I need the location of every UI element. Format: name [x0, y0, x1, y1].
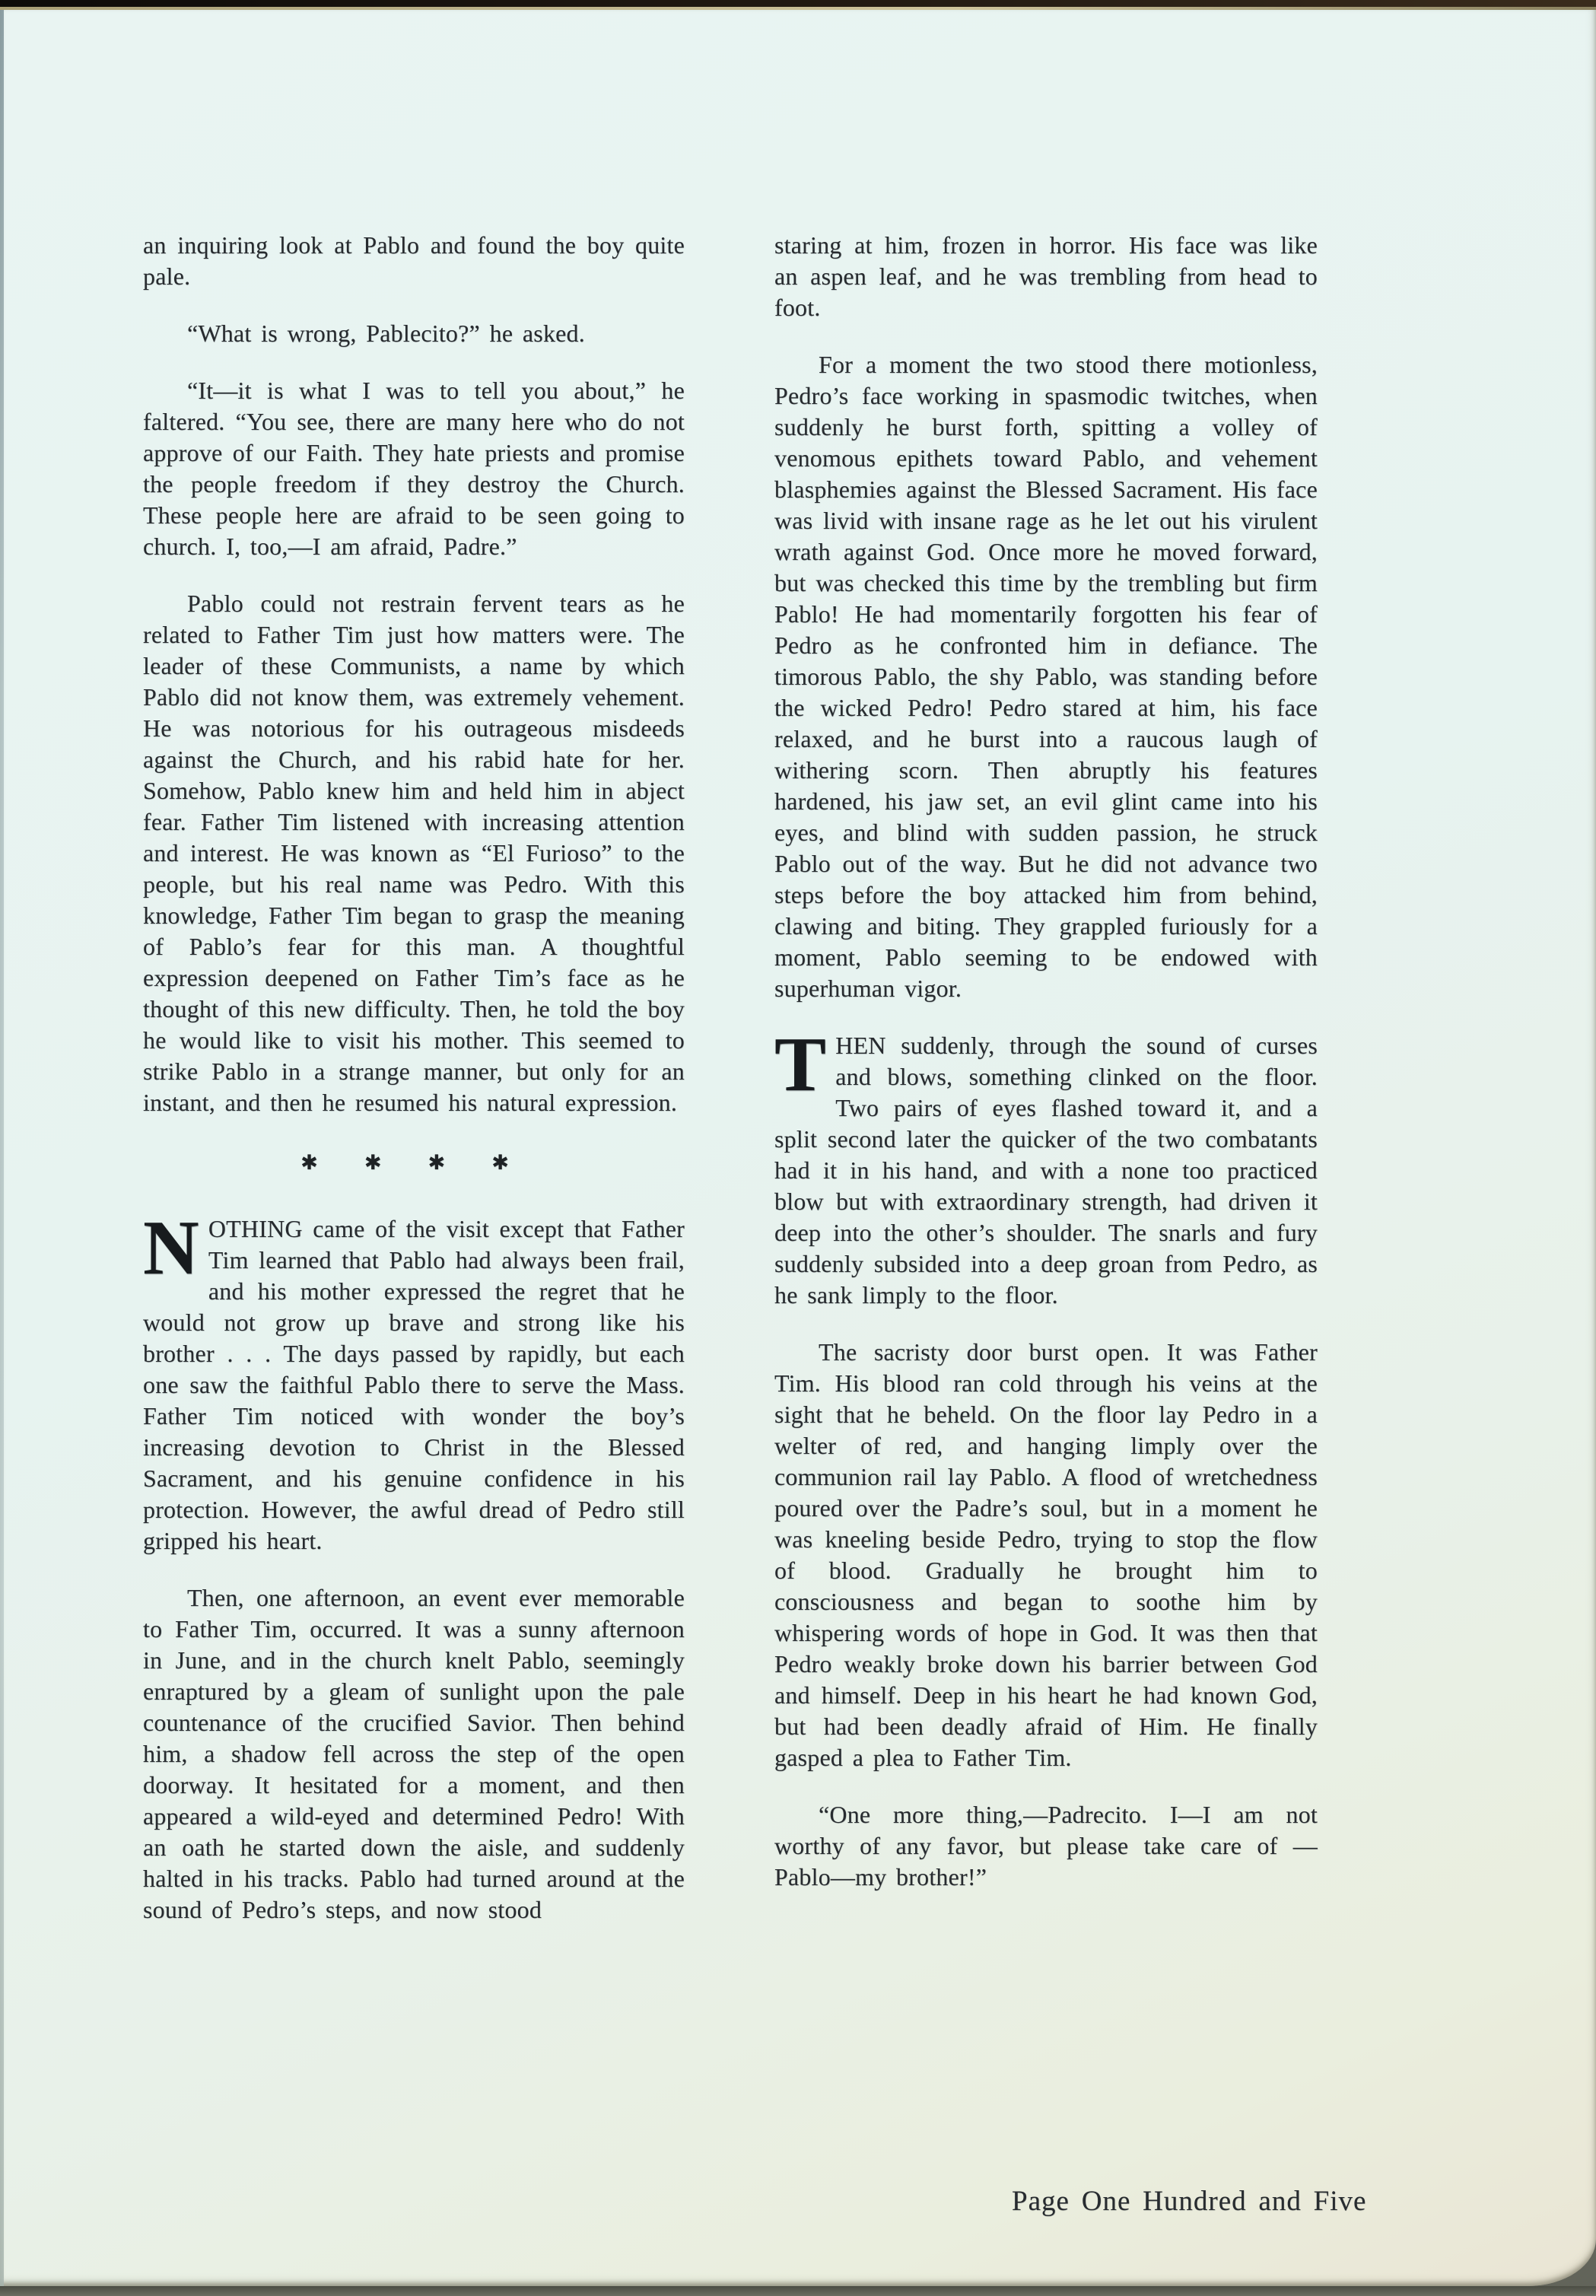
- scan-bottom-edge: [0, 2286, 1596, 2296]
- right-column: [774, 230, 1318, 1919]
- paragraph-dropcap: [143, 1205, 685, 1557]
- left-column: [143, 230, 685, 1951]
- paragraph-dialogue: “What is wrong, Pablecito?” he asked.: [187, 320, 585, 347]
- scan-top-edge-highlight: [0, 7, 1596, 10]
- paragraph-dropcap: [774, 1022, 1318, 1311]
- paragraph: The sacristy door burst open. It was Father Tim. His blood ran cold through his veins at the sight that he beheld. On the floor lay Pedro in a welter of red, and hanging limply over the communion rail lay Pablo. A flood of wretchedness poured over the Padre’s soul, but in a moment he was kneeling beside Pedro, trying to stop the flow of blood. Gradually he brought him to consciousness and began to soothe him by whispering words of hope in God. It was then that Pedro weakly broke down his barrier between God and himself. Deep in his heart he had known God, but had been deadly afraid of Him. He finally gasped a plea to Father Tim.: [774, 1338, 1318, 1771]
- scan-top-edge: [0, 0, 1596, 7]
- paragraph: “One more thing,—Padrecito. I—I am not worthy of any favor, but please take care of —Pablo—my brother!”: [774, 1801, 1318, 1891]
- paragraph: For a moment the two stood there motionless, Pedro’s face working in spasmodic twitches, when suddenly he burst forth, spitting a volley of venomous epithets toward Pablo, and vehement blasphemies against the Blessed Sacrament. His face was livid with insane rage as he let out his virulent wrath against God. Once more he moved forward, but was checked this time by the trembling but firm Pablo! He had momentarily forgotten his fear of Pedro as he confronted him in defiance. The timorous Pablo, the shy Pablo, was standing before the wicked Pedro! Pedro stared at him, his face relaxed, and he burst into a raucous laugh of withering scorn. Then abruptly his features hardened, his jaw set, an evil glint came into his eyes, and blind with sudden passion, he struck Pablo out of the way. But he did not advance two steps before the boy attacked him from behind, clawing and biting. They grappled furiously for a moment, Pablo seeming to be endowed with superhuman vigor.: [774, 351, 1318, 1002]
- drop-cap-t: T: [774, 1022, 827, 1108]
- paragraph-dialogue: “It—it is what I was to tell you about,” he faltered. “You see, there are many here who do not approve of our Faith. They hate priests and promise the people freedom if they destroy the Church. These people here are afraid to be seen going to church. I, too,—I am afraid, Padre.”: [143, 377, 685, 560]
- paragraph-continuation: an inquiring look at Pablo and found the boy quite pale.: [143, 231, 685, 290]
- paragraph: Then, one afternoon, an event ever memorable to Father Tim, occurred. It was a sunny afternoon in June, and in the church knelt Pablo, seemingly enraptured by a gleam of sunlight upon the pale countenance of the crucified Savior. Then behind him, a shadow fell across the step of the open doorway. It hesitated for a moment, and then appeared a wild-eyed and determined Pedro! With an oath he started down the aisle, and suddenly halted in his tracks. Pablo had turned around at the sound of Pedro’s steps, and now stood: [143, 1584, 685, 1923]
- page-number: Page One Hundred and Five: [1012, 2186, 1367, 2217]
- section-separator: ✱ ✱ ✱ ✱: [300, 1151, 527, 1175]
- paper-left-edge: [0, 10, 4, 2286]
- paragraph-text: OTHING came of the visit except that Father Tim learned that Pablo had always been frail, and his mother expressed the regret that he would not grow up brave and strong like his brother . . . The days passed by rapidly, but each one saw the faithful Pablo there to serve the Mass. Father Tim noticed with wonder the boy’s increasing devotion to Christ in the Blessed Sacrament, and his genuine confidence in his protection. However, the awful dread of Pedro still gripped his heart.: [143, 1215, 685, 1554]
- paragraph: Pablo could not restrain fervent tears as he related to Father Tim just how matters were. The leader of these Communists, a name by which Pablo did not know them, was extremely vehement. He was notorious for his outrageous misdeeds against the Church, and his rabid hate for her. Somehow, Pablo knew him and held him in abject fear. Father Tim listened with increasing attention and interest. He was known as “El Furioso” to the people, but his real name was Pedro. With this knowledge, Father Tim began to grasp the meaning of Pablo’s fear for this man. A thoughtful expression deepened on Father Tim’s face as he thought of this new difficulty. Then, he told the boy he would like to visit his mother. This seemed to strike Pablo in a strange manner, but only for an instant, and then he resumed his natural expression.: [143, 590, 685, 1116]
- paragraph-text: HEN suddenly, through the sound of curses and blows, something clinked on the floor. Two pairs of eyes flashed toward it, and a split second later the quicker of the two combatants had it in his hand, and with a none too practiced blow but with extraordinary strength, had driven it deep into the other’s shoulder. The snarls and fury suddenly subsided into a deep groan from Pedro, as he sank limply to the floor.: [774, 1032, 1318, 1309]
- drop-cap-n: N: [143, 1205, 199, 1291]
- paragraph-continuation: staring at him, frozen in horror. His face was like an aspen leaf, and he was trembling from head to foot.: [774, 231, 1318, 321]
